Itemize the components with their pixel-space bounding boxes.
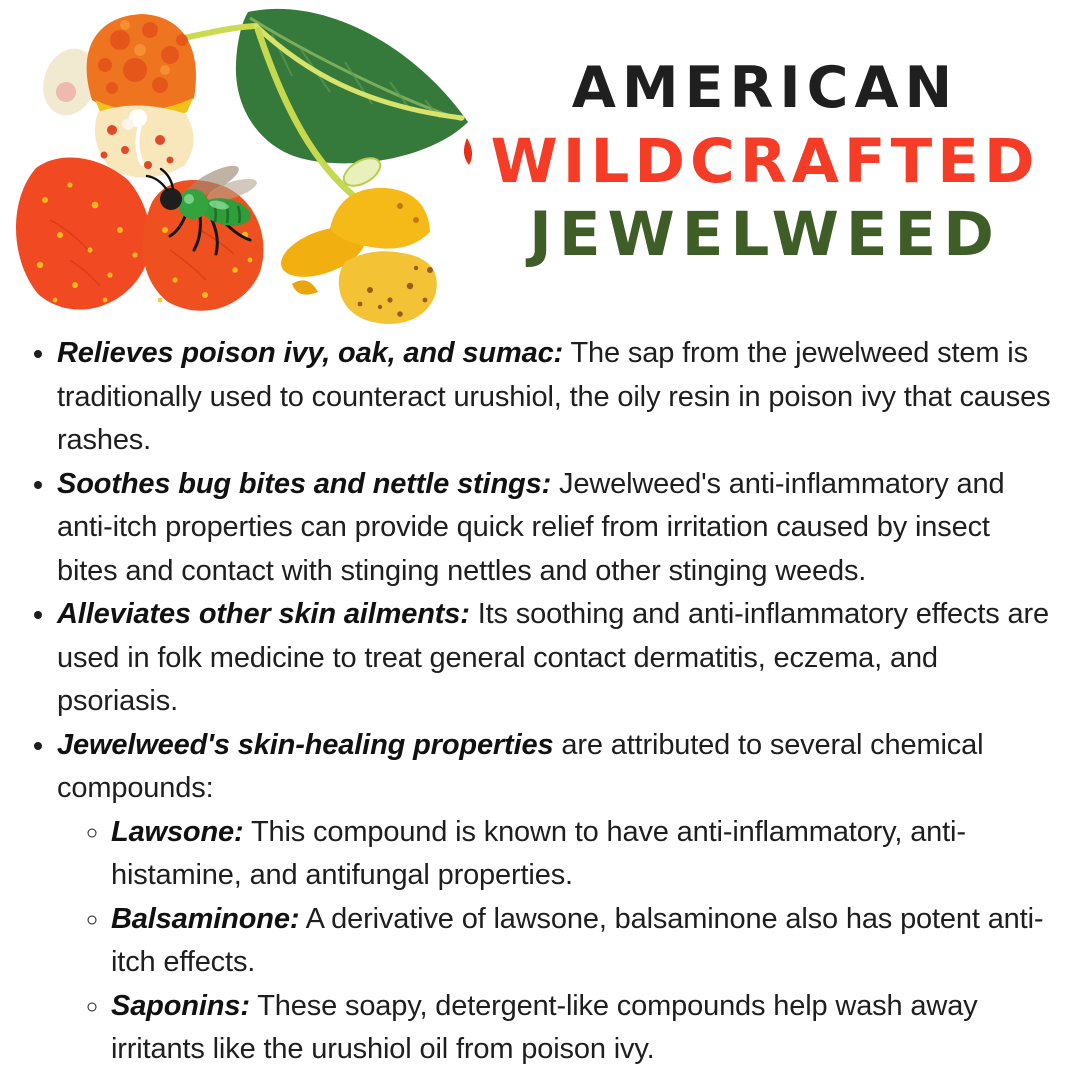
bullet-text: These soapy, detergent-like compounds help wash away irritants like the urushiol oil from poison ivy. bbox=[111, 989, 978, 1065]
bullet-lead: Saponins: bbox=[111, 989, 250, 1022]
bullet-text: are attributed to several chemical compounds: bbox=[57, 728, 984, 804]
sub-list-item bbox=[111, 898, 1056, 985]
benefits-list bbox=[0, 332, 1080, 1072]
bullet-lead: Relieves poison ivy, oak, and sumac: bbox=[57, 337, 564, 369]
bullet-lead: Alleviates other skin ailments: bbox=[57, 598, 470, 630]
orange-flower-illustration bbox=[16, 14, 263, 311]
bullet-text: The sap from the jewelweed stem is traditionally used to counteract urushiol, the oily resin in poison ivy that causes rashes. bbox=[57, 337, 1051, 456]
list-item bbox=[57, 724, 1056, 1072]
list-item bbox=[57, 332, 1056, 463]
title-line-wildcrafted: WILDCRAFTED bbox=[490, 126, 1040, 197]
yellow-flower-illustration bbox=[274, 188, 436, 324]
leaf-illustration bbox=[236, 9, 468, 164]
jewelweed-photo bbox=[0, 0, 480, 335]
compounds-sublist bbox=[57, 811, 1056, 1072]
bullet-text: This compound is known to have anti-inflammatory, anti-histamine, and antifungal properties. bbox=[111, 815, 966, 891]
bullet-lead: Balsaminone: bbox=[111, 902, 300, 935]
bullet-text: A derivative of lawsone, balsaminone also has potent anti-itch effects. bbox=[111, 902, 1044, 978]
title-line-jewelweed: JEWELWEED bbox=[529, 199, 1001, 270]
bullet-text: Its soothing and anti-inflammatory effects are used in folk medicine to treat general contact dermatitis, eczema, and psoriasis. bbox=[57, 598, 1049, 717]
title-line-american: AMERICAN bbox=[571, 55, 959, 121]
jewelweed-photo-illustration bbox=[0, 0, 480, 335]
page-title bbox=[452, 52, 1078, 271]
bullet-lead: Lawsone: bbox=[111, 815, 244, 848]
bullet-lead: Soothes bug bites and nettle stings: bbox=[57, 467, 552, 500]
sub-list-item bbox=[111, 811, 1056, 898]
sub-list-item bbox=[111, 985, 1056, 1072]
list-item bbox=[57, 593, 1056, 724]
bullet-lead: Jewelweed's skin-healing properties bbox=[57, 728, 554, 761]
list-item bbox=[57, 463, 1056, 594]
benefits-section bbox=[0, 332, 1080, 1072]
bullet-text: Jewelweed's anti-inflammatory and anti-itch properties can provide quick relief from irritation caused by insect bites and contact with stinging nettles and other stinging weeds. bbox=[57, 467, 1005, 587]
